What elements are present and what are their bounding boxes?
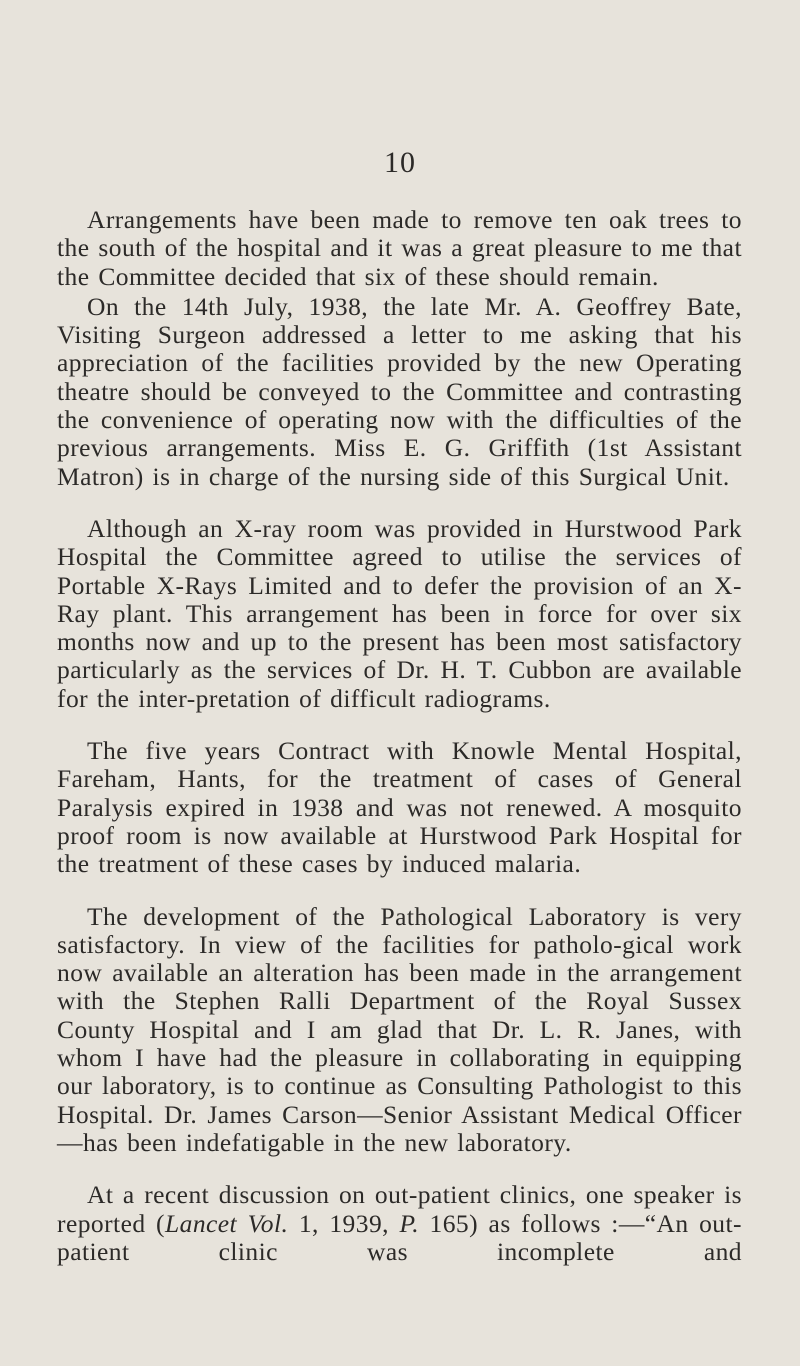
paragraph-knowle-contract: The five years Contract with Knowle Mental Hospital, Fareham, Hants, for the treatment of cases of General Paralysis expired in 1938 and was not renewed. A mosquito proof room is now available at Hurstwood Park Hospital for the treatment of these cases by induced malaria.: [57, 736, 742, 879]
paragraph-out-patient-clinics: [57, 1181, 742, 1266]
paragraph-text-before: At a recent discussion on out-patient clinics, one speaker is reported (: [57, 1180, 742, 1238]
page-number: 10: [384, 146, 416, 179]
paragraph-operating-theatre: On the 14th July, 1938, the late Mr. A. Geoffrey Bate, Visiting Surgeon addressed a letter to me asking that his appreciation of the facilities provided by the new Operating theatre should be conveyed to the Committee and contrasting the convenience of operating now with the difficulties of the previous arrangements. Miss E. G. Griffith (1st Assistant Matron) is in charge of the nursing side of this Surgical Unit.: [57, 291, 742, 491]
paragraph-text-middle: 1, 1939,: [288, 1208, 400, 1238]
paragraph-oak-trees: Arrangements have been made to remove ten oak trees to the south of the hospital and it was a great pleasure to me that the Committee decided that six of these should remain.: [57, 205, 742, 291]
page-reference: P.: [399, 1208, 420, 1238]
body-text: [57, 206, 742, 1266]
paragraph-pathological-laboratory: The development of the Pathological Laboratory is very satisfactory. In view of the facilities for patholo-gical work now available an alteration has been made in the arrangement with the Stephen Ralli Department of the Royal Sussex County Hospital and I am glad that Dr. L. R. Janes, with whom I have had the pleasure in collaborating in equipping our laboratory, is to continue as Consulting Pathologist to this Hospital. Dr. James Carson—Senior Assistant Medical Officer—has been indefatigable in the new laboratory.: [57, 901, 742, 1157]
lancet-citation: Lancet Vol.: [164, 1208, 289, 1238]
paragraph-x-ray: Although an X-ray room was provided in Hurstwood Park Hospital the Committee agreed to utilise the services of Portable X-Rays Limited and to defer the provision of an X-Ray plant. This arrangement has been in force for over six months now and up to the present has been most satisfactory particularly as the services of Dr. H. T. Cubbon are available for the inter-pretation of difficult radiograms.: [57, 513, 742, 713]
paragraph-text-after: 165) as follows :—“An out-patient clinic was incomplete and: [57, 1208, 742, 1266]
